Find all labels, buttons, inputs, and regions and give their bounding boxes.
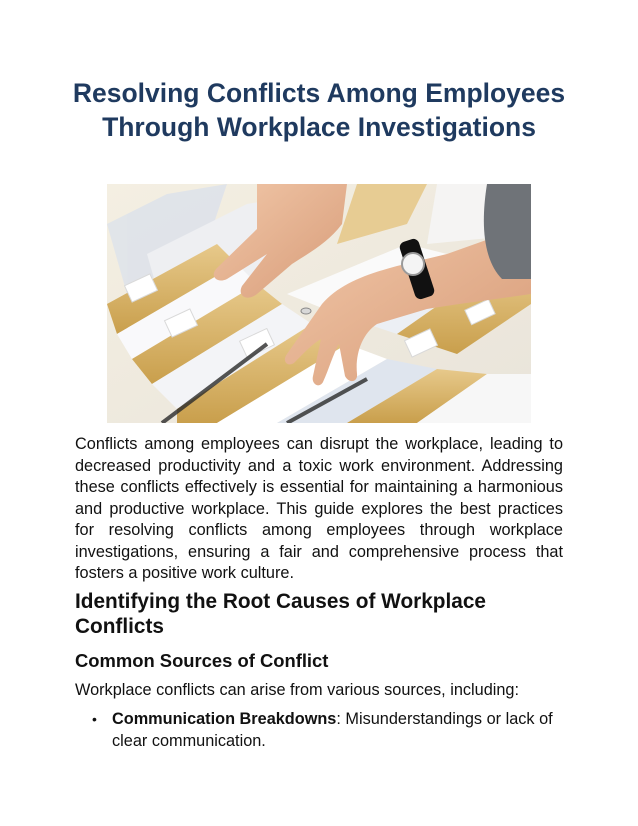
- subsection-heading: Common Sources of Conflict: [75, 650, 329, 671]
- file-cabinet-hands-illustration: [107, 184, 531, 423]
- bullet-term: Communication Breakdowns: [112, 710, 337, 728]
- hero-image-file-folders: [107, 184, 531, 423]
- intro-paragraph: Conflicts among employees can disrupt the workplace, leading to decreased productivity and a toxic work environment. Addressing these conflicts effectively is essential for maintaining a harmonious and productive workplace. This guide explores the best practices for resolving conflicts among employees through workplace investigations, ensuring a fair and comprehensive process that fosters a positive work culture.: [75, 435, 563, 582]
- bullet-marker: •: [92, 711, 97, 727]
- lead-sentence: Workplace conflicts can arise from various sources, including:: [75, 681, 519, 699]
- bullet-text: : Misunderstandings or lack of clear communication.: [112, 710, 553, 750]
- list-item: [75, 709, 565, 752]
- bullet-list: [75, 709, 565, 752]
- section-heading: Identifying the Root Causes of Workplace Conflicts: [75, 590, 486, 638]
- document-title: Resolving Conflicts Among Employees Through Workplace Investigations: [72, 78, 566, 142]
